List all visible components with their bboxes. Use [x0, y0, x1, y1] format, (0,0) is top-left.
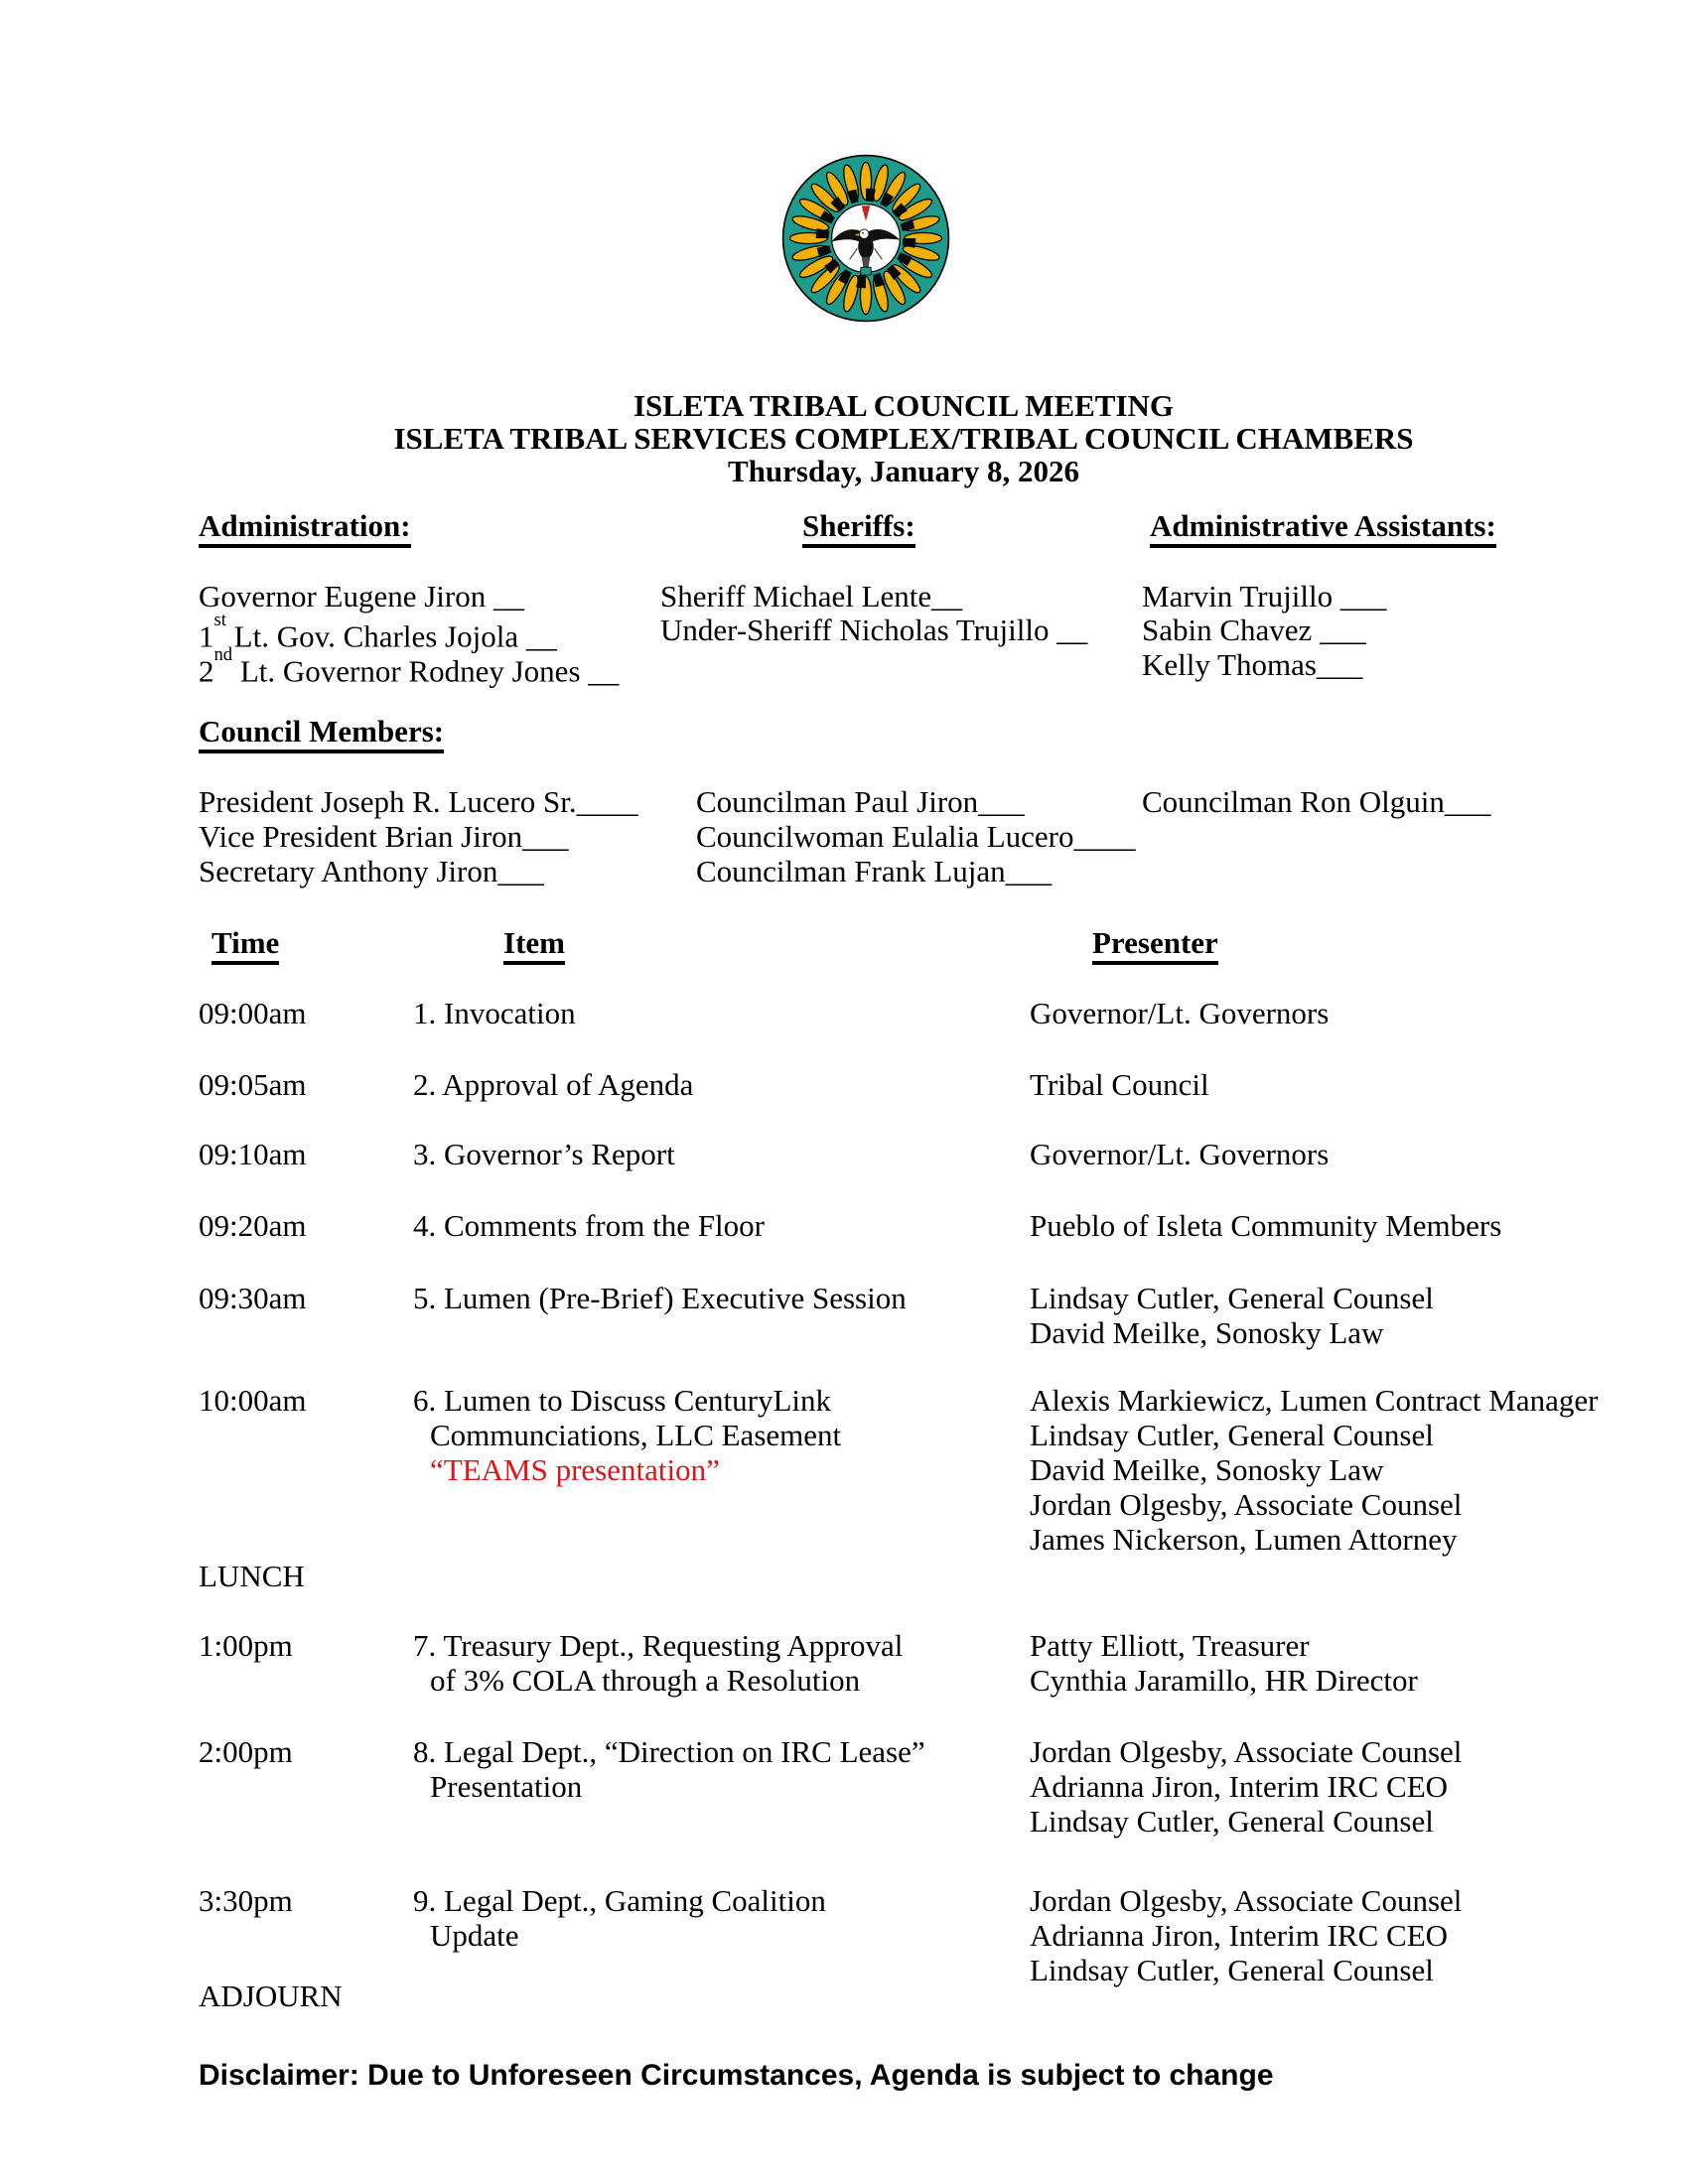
agenda-row-time: 09:30am: [199, 1281, 307, 1315]
administration-member: Governor Eugene Jiron __: [199, 579, 524, 614]
section-header-administrative-assistants: Administrative Assistants:: [1150, 508, 1496, 543]
agenda-row-presenter: Lindsay Cutler, General Counsel: [1030, 1418, 1434, 1452]
agenda-row-time: 09:20am: [199, 1208, 307, 1243]
agenda-row-time: 09:05am: [199, 1067, 307, 1102]
council-member: President Joseph R. Lucero Sr.____: [199, 784, 638, 819]
agenda-row-presenter: Adrianna Jiron, Interim IRC CEO: [1030, 1918, 1449, 1953]
section-header-sheriffs: Sheriffs:: [802, 508, 915, 543]
agenda-row-presenter: David Meilke, Sonosky Law: [1030, 1315, 1384, 1350]
agenda-row-item: 1. Invocation: [413, 996, 576, 1030]
agenda-row-item: 5. Lumen (Pre-Brief) Executive Session: [413, 1281, 907, 1315]
agenda-row-presenter: Lindsay Cutler, General Counsel: [1030, 1953, 1434, 1987]
council-member: Councilman Paul Jiron___: [696, 784, 1025, 819]
agenda-row-presenter: James Nickerson, Lumen Attorney: [1030, 1522, 1458, 1557]
council-member: Councilwoman Eulalia Lucero____: [696, 819, 1136, 854]
title-line-1: ISLETA TRIBAL COUNCIL MEETING: [633, 388, 1175, 423]
agenda-column-header-item: Item: [503, 925, 565, 960]
agenda-row-item: 2. Approval of Agenda: [413, 1067, 694, 1102]
agenda-row-time: 2:00pm: [199, 1734, 293, 1769]
agenda-row-item: 8. Legal Dept., “Direction on IRC Lease”: [413, 1734, 925, 1769]
section-header-administration: Administration:: [199, 508, 411, 543]
agenda-row-item: 4. Comments from the Floor: [413, 1208, 765, 1243]
ordinal-superscript: nd: [213, 643, 233, 665]
agenda-row-presenter: Patty Elliott, Treasurer: [1030, 1628, 1310, 1663]
agenda-row-item: 9. Legal Dept., Gaming Coalition: [413, 1883, 826, 1918]
title-line-3-date: Thursday, January 8, 2026: [727, 454, 1079, 488]
agenda-row-presenter: Cynthia Jaramillo, HR Director: [1030, 1663, 1418, 1698]
agenda-row-presenter: Jordan Olgesby, Associate Counsel: [1030, 1883, 1463, 1918]
administrative-assistant: Marvin Trujillo ___: [1142, 579, 1387, 614]
agenda-row-presenter: Jordan Olgesby, Associate Counsel: [1030, 1487, 1463, 1522]
agenda-column-header-time: Time: [211, 925, 279, 960]
agenda-row-item-teams-note: “TEAMS presentation”: [430, 1452, 720, 1487]
disclaimer-text: Disclaimer: Due to Unforeseen Circumstances, Agenda is subject to change: [199, 2059, 1274, 2092]
administrative-assistant: Sabin Chavez ___: [1142, 613, 1366, 647]
agenda-row-presenter: Alexis Markiewicz, Lumen Contract Manager: [1030, 1383, 1599, 1418]
ordinal-superscript: st: [213, 609, 226, 630]
council-member: Councilman Frank Lujan___: [696, 854, 1053, 888]
agenda-row-item: 3. Governor’s Report: [413, 1137, 675, 1171]
agenda-row-presenter: Tribal Council: [1030, 1067, 1209, 1102]
agenda-row-presenter: Pueblo of Isleta Community Members: [1030, 1208, 1502, 1243]
council-member: Secretary Anthony Jiron___: [199, 854, 544, 888]
pueblo-of-isleta-seal-logo: [780, 149, 951, 328]
agenda-row-time: 3:30pm: [199, 1883, 293, 1918]
agenda-row-presenter: Lindsay Cutler, General Counsel: [1030, 1281, 1434, 1315]
agenda-row-presenter: Jordan Olgesby, Associate Counsel: [1030, 1734, 1463, 1769]
agenda-row-time: 1:00pm: [199, 1628, 293, 1663]
council-member: Vice President Brian Jiron___: [199, 819, 569, 854]
agenda-row-presenter: David Meilke, Sonosky Law: [1030, 1452, 1384, 1487]
agenda-row-time: 10:00am: [199, 1383, 307, 1418]
agenda-row-presenter: Governor/Lt. Governors: [1030, 996, 1330, 1030]
agenda-row-item: Communciations, LLC Easement: [430, 1418, 842, 1452]
agenda-row-presenter: Governor/Lt. Governors: [1030, 1137, 1330, 1171]
lunch-label: LUNCH: [199, 1559, 305, 1593]
administrative-assistant: Kelly Thomas___: [1142, 647, 1363, 682]
agenda-row-item: of 3% COLA through a Resolution: [430, 1663, 861, 1698]
title-line-2: ISLETA TRIBAL SERVICES COMPLEX/TRIBAL COUNCIL CHAMBERS: [393, 421, 1414, 456]
sheriff-member: Sheriff Michael Lente__: [660, 579, 963, 614]
administration-member: 1st Lt. Gov. Charles Jojola __: [199, 609, 557, 654]
agenda-row-presenter: Lindsay Cutler, General Counsel: [1030, 1804, 1434, 1839]
agenda-row-item: Update: [430, 1918, 519, 1953]
council-member: Councilman Ron Olguin___: [1142, 784, 1491, 819]
agenda-column-header-presenter: Presenter: [1092, 925, 1218, 960]
sheriff-member: Under-Sheriff Nicholas Trujillo __: [660, 613, 1088, 647]
agenda-row-time: 09:00am: [199, 996, 307, 1030]
agenda-row-item: Presentation: [430, 1769, 583, 1804]
adjourn-label: ADJOURN: [199, 1979, 343, 2013]
section-header-council-members: Council Members:: [199, 714, 444, 749]
administration-member: 2nd Lt. Governor Rodney Jones __: [199, 643, 620, 689]
agenda-row-item: 7. Treasury Dept., Requesting Approval: [413, 1628, 904, 1663]
agenda-row-presenter: Adrianna Jiron, Interim IRC CEO: [1030, 1769, 1449, 1804]
agenda-row-time: 09:10am: [199, 1137, 307, 1171]
seal-bottom-tab-icon: [861, 267, 871, 275]
agenda-row-item: 6. Lumen to Discuss CenturyLink: [413, 1383, 832, 1418]
